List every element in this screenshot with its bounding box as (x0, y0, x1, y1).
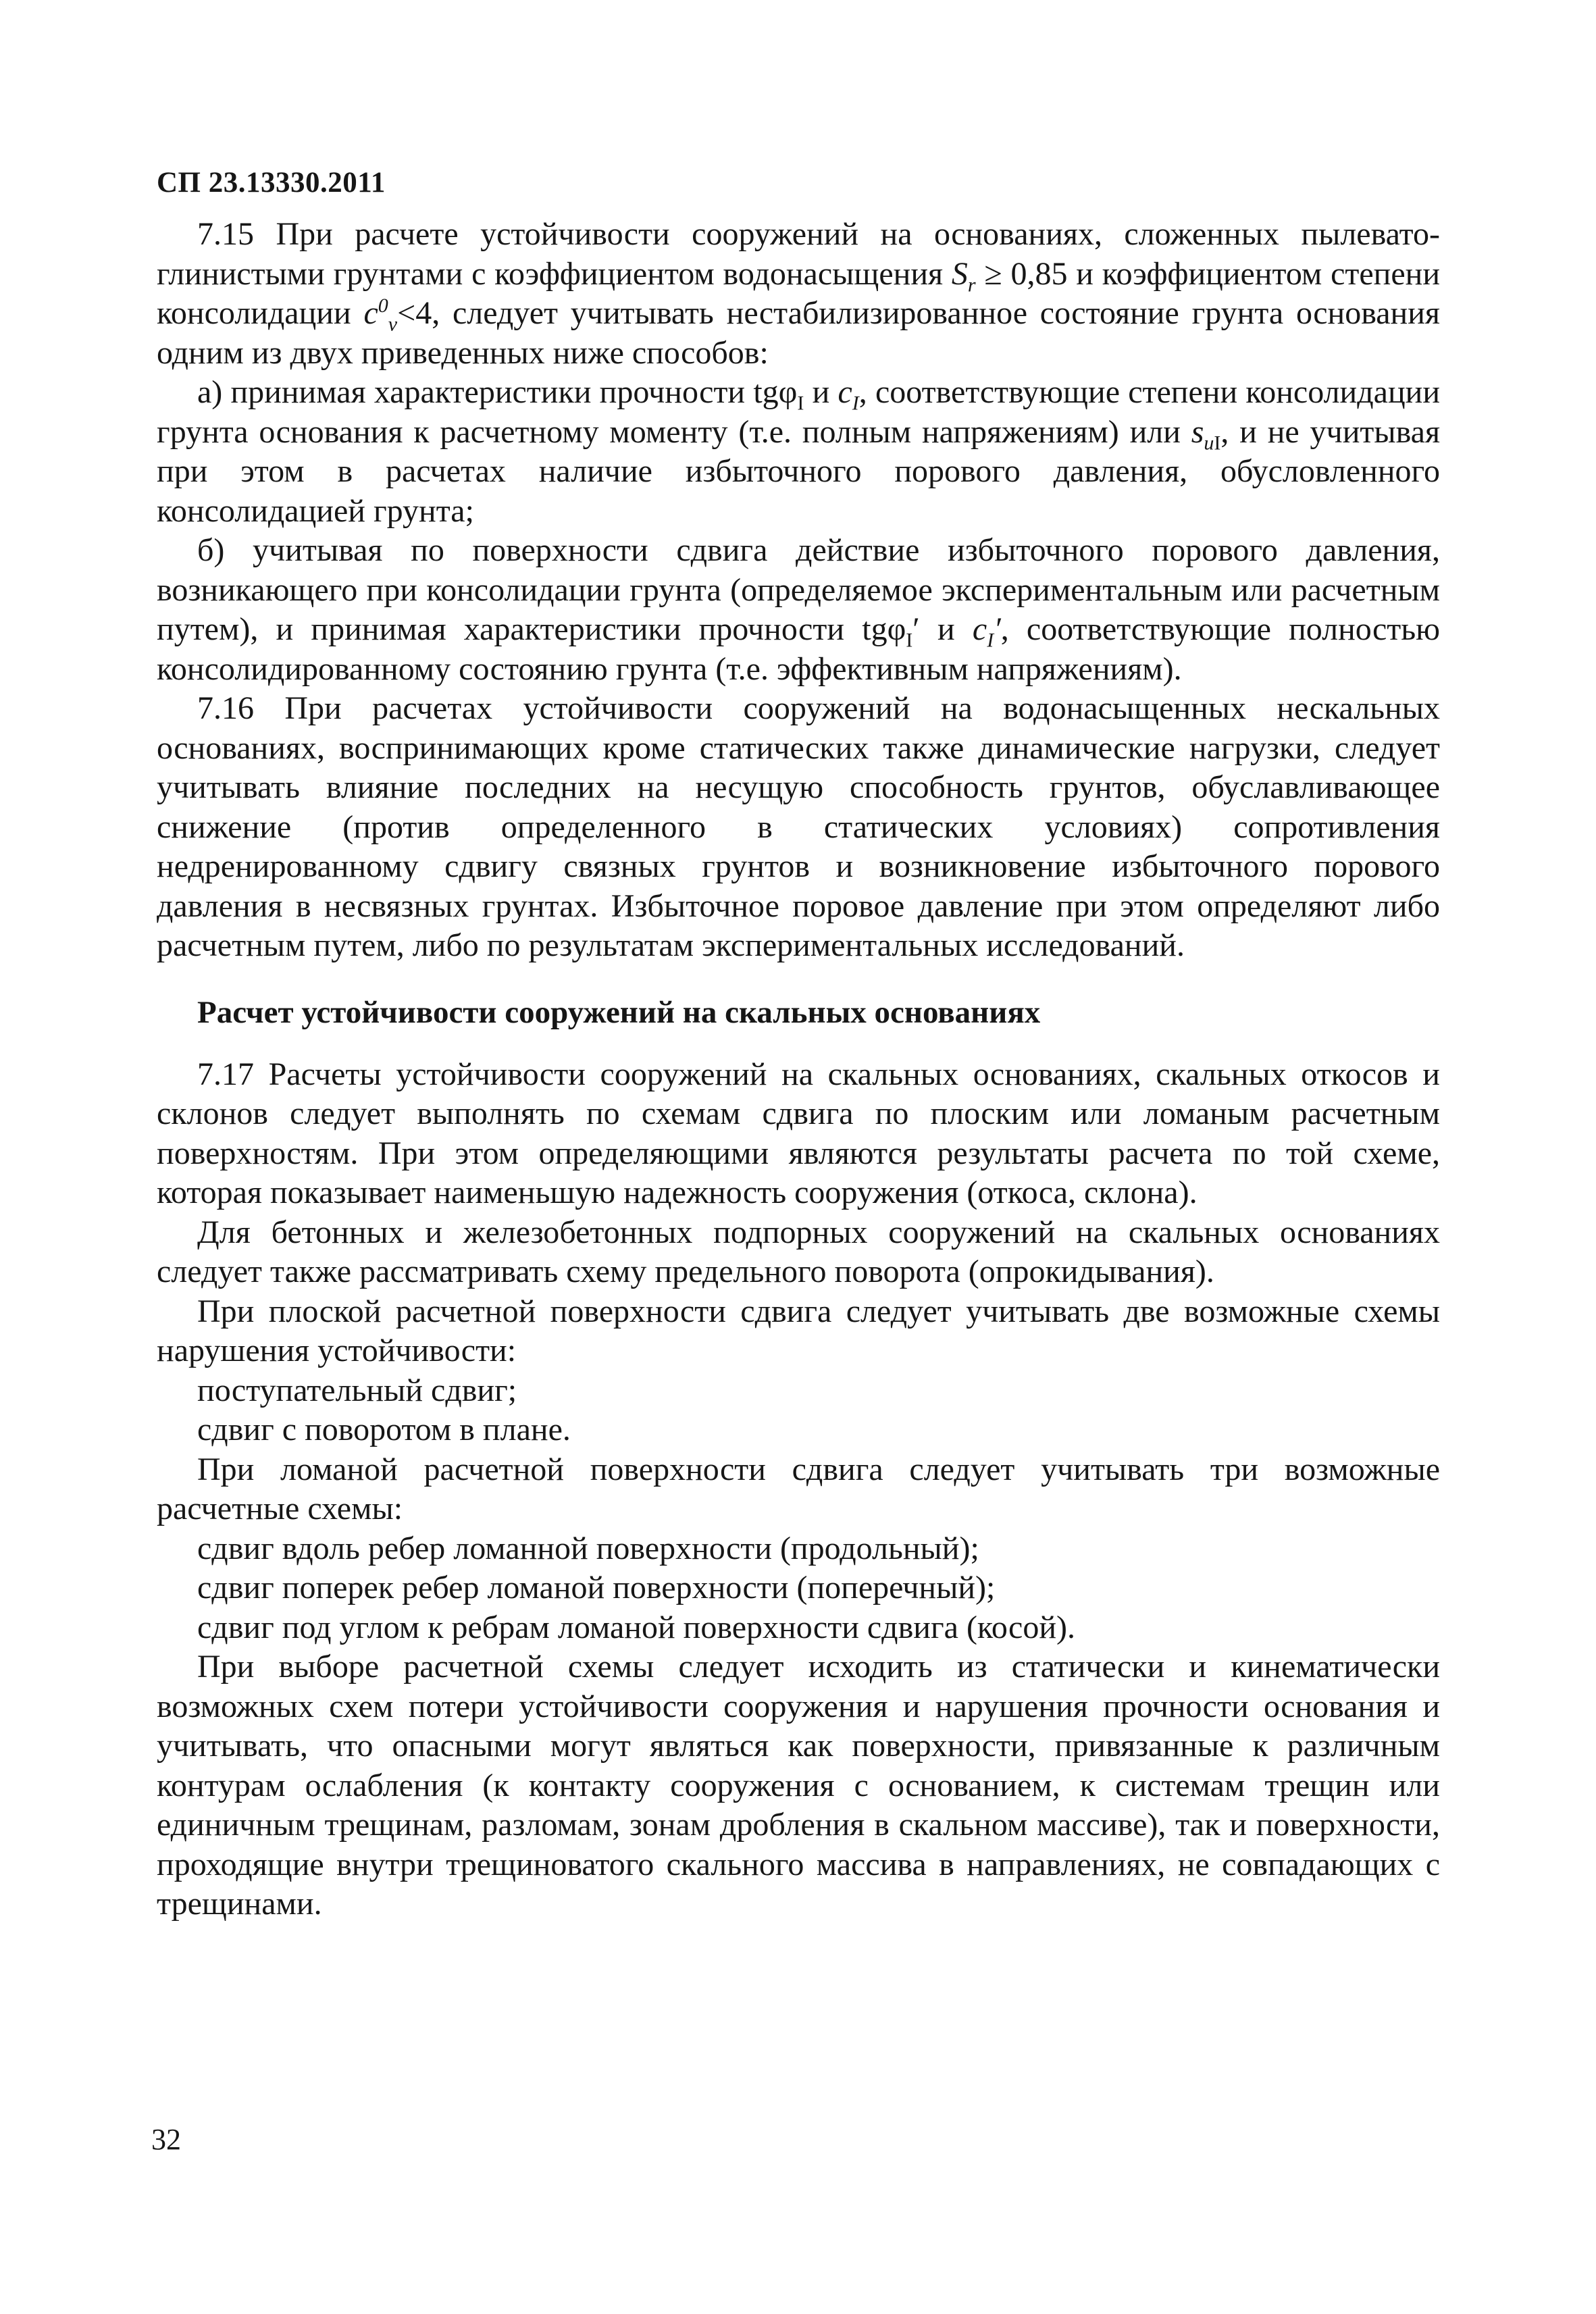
paragraph-7-15-b: б) учитывая по поверхности сдвига действие избыточного порового давления, возникающего при консолидации грунта (определяемое экспериментальным или расчетным путем), и принимая характеристики прочности tgφ$_I$′ и $c_I'$, соответствующие полностью консолидированному состоянию грунта (т.е. эффективным напряжениям). (157, 532, 1441, 687)
paragraph-broken-surface: При ломаной расчетной поверхности сдвига следует учитывать три возможные расчетные схемы: (157, 1451, 1440, 1526)
su-symbol: $s_u$ (1191, 413, 1214, 455)
tg-phi-prime-symbol: tgφ$_I$′ (862, 611, 920, 652)
tg-phi-symbol: tgφ$_I$ (753, 374, 804, 415)
page-body (157, 215, 1440, 1924)
list-item: поступательный сдвиг; (197, 1372, 517, 1408)
c-prime-symbol: $c_I'$ (972, 611, 1001, 652)
paragraph-7-17: 7.17 Расчеты устойчивости сооружений на скальных основаниях, скальных откосов и склонов следует выполнять по схемам сдвига по плоским или ломаным расчетным поверхностям. При этом определяющими являются результаты расчета по той схеме, которая показывает наименьшую надежность сооружения (откоса, склона). (157, 1056, 1440, 1210)
list-item: сдвиг с поворотом в плане. (197, 1412, 571, 1447)
paragraph-flat-surface: При плоской расчетной поверхности сдвига следует учитывать две возможные схемы нарушения устойчивости: (157, 1293, 1440, 1368)
paragraph-7-16: 7.16 При расчетах устойчивости сооружений на водонасыщенных нескальных основаниях, воспринимающих кроме статических также динамические нагрузки, следует учитывать влияние последних на несущую способность грунтов, обуславливающее снижение (против определенного в статических условиях) сопротивления недренированному сдвигу связных грунтов и возникновение избыточного порового давления в несвязных грунтах. Избыточное поровое давление при этом определяют либо расчетным путем, либо по результатам экспериментальных исследований. (157, 690, 1440, 963)
sr-symbol: $S_r$ (951, 255, 976, 297)
page-number: 32 (151, 2123, 181, 2156)
cv-symbol: $c^0_v$ (363, 294, 398, 336)
paragraph-scheme-choice: При выборе расчетной схемы следует исходить из статически и кинематически возможных схем потери устойчивости сооружения и нарушения прочности основания и учитывать, что опасными могут являться как поверхности, привязанные к различным контурам ослабления (к контакту сооружения с основанием, к системам трещин или единичным трещинам, разломам, зонам дробления в скальном массиве), так и поверхности, проходящие внутри трещиноватого скального массива в направлениях, не совпадающих с трещинами. (157, 1649, 1440, 1922)
paragraph-concrete-structures: Для бетонных и железобетонных подпорных сооружений на скальных основаниях следует также рассматривать схему предельного поворота (опрокидывания). (157, 1214, 1440, 1289)
paragraph-7-15: 7.15 При расчете устойчивости сооружений на основаниях, сложенных пылевато-глинистыми грунтами с коэффициентом водонасыщения $S_r \ge 0,85$ и коэффициентом степени консолидации $c^0_v<4$, следует учитывать нестабилизированное состояние грунта основания одним из двух приведенных ниже способов: (157, 216, 1441, 371)
c-symbol: $c_I$ (838, 374, 859, 415)
section-heading: Расчет устойчивости сооружений на скальных основаниях (197, 994, 1041, 1030)
document-code-header: СП 23.13330.2011 (157, 167, 386, 199)
list-item: сдвиг под углом к ребрам ломаной поверхности сдвига (косой). (197, 1609, 1075, 1645)
list-item: сдвиг поперек ребер ломаной поверхности (поперечный); (197, 1570, 996, 1605)
paragraph-7-15-a: а) принимая характеристики прочности tgφ$_I$ и $c_I$, соответствующие степени консолидации грунта основания к расчетному моменту (т.е. полным напряжениям) или $s_{uI}$, и не учитывая при этом в расчетах наличие избыточного порового давления, обусловленного консолидацией грунта; (157, 374, 1441, 529)
list-item: сдвиг вдоль ребер ломанной поверхности (продольный); (197, 1530, 979, 1566)
